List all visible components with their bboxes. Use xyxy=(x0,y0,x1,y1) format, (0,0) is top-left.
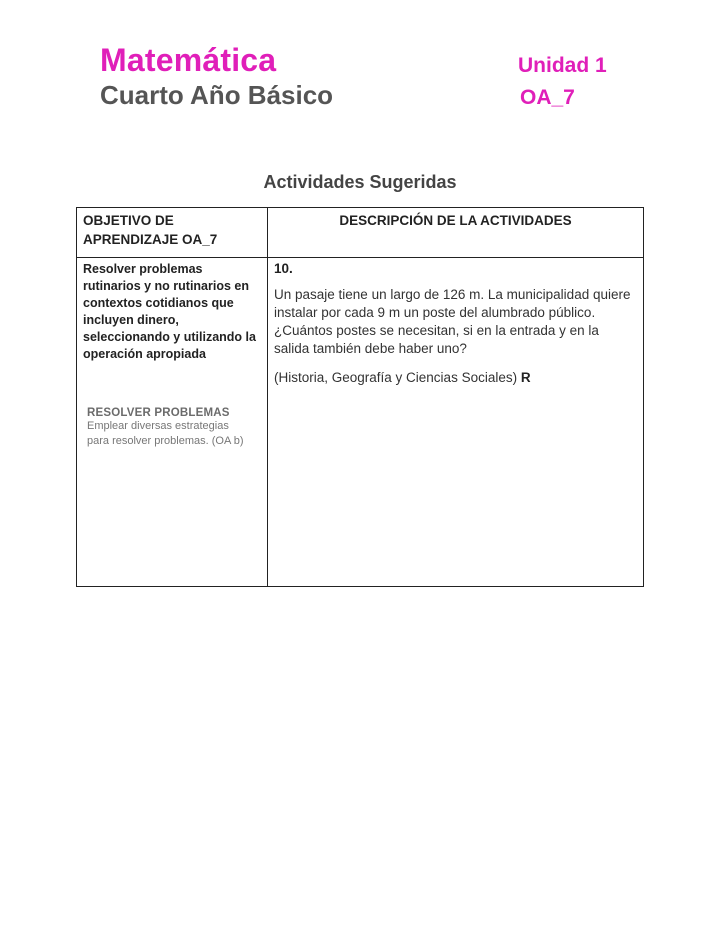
skill-title: RESOLVER PROBLEMAS xyxy=(87,407,230,419)
table-header-row xyxy=(77,208,644,258)
table-row xyxy=(77,258,644,587)
description-cell xyxy=(268,258,644,587)
objective-cell xyxy=(77,258,268,587)
unit-label: Unidad 1 xyxy=(518,54,607,77)
activity-text: Un pasaje tiene un largo de 126 m. La municipalidad quiere instalar por cada 9 m un poste del alumbrado público. ¿Cuántos postes se necesitan, si en la entrada y en la salida también debe haber uno? xyxy=(274,287,631,356)
objective-text: Resolver problemas rutinarios y no rutinarios en contextos cotidianos que incluyen dinero, seleccionando y utilizando la operación apropiada xyxy=(83,262,256,361)
section-title: Actividades Sugeridas xyxy=(263,172,457,192)
activity-marker: R xyxy=(520,370,531,385)
activity-number: 10. xyxy=(274,261,293,276)
activity-subjects-line xyxy=(274,370,637,385)
skill-description-line-1: Emplear diversas estrategias xyxy=(87,420,229,432)
grade-title: Cuarto Año Básico xyxy=(100,80,334,110)
header-description: DESCRIPCIÓN DE LA ACTIVIDADES xyxy=(268,208,644,258)
skill-description-line-2: para resolver problemas. (OA b) xyxy=(87,435,244,447)
activity-subjects: (Historia, Geografía y Ciencias Sociales) xyxy=(274,370,518,385)
header-objective: OBJETIVO DE APRENDIZAJE OA_7 xyxy=(77,208,268,258)
subject-title: Matemática xyxy=(100,42,277,78)
activities-table xyxy=(76,207,644,587)
skill-box xyxy=(87,407,261,449)
oa-label: OA_7 xyxy=(520,86,575,109)
